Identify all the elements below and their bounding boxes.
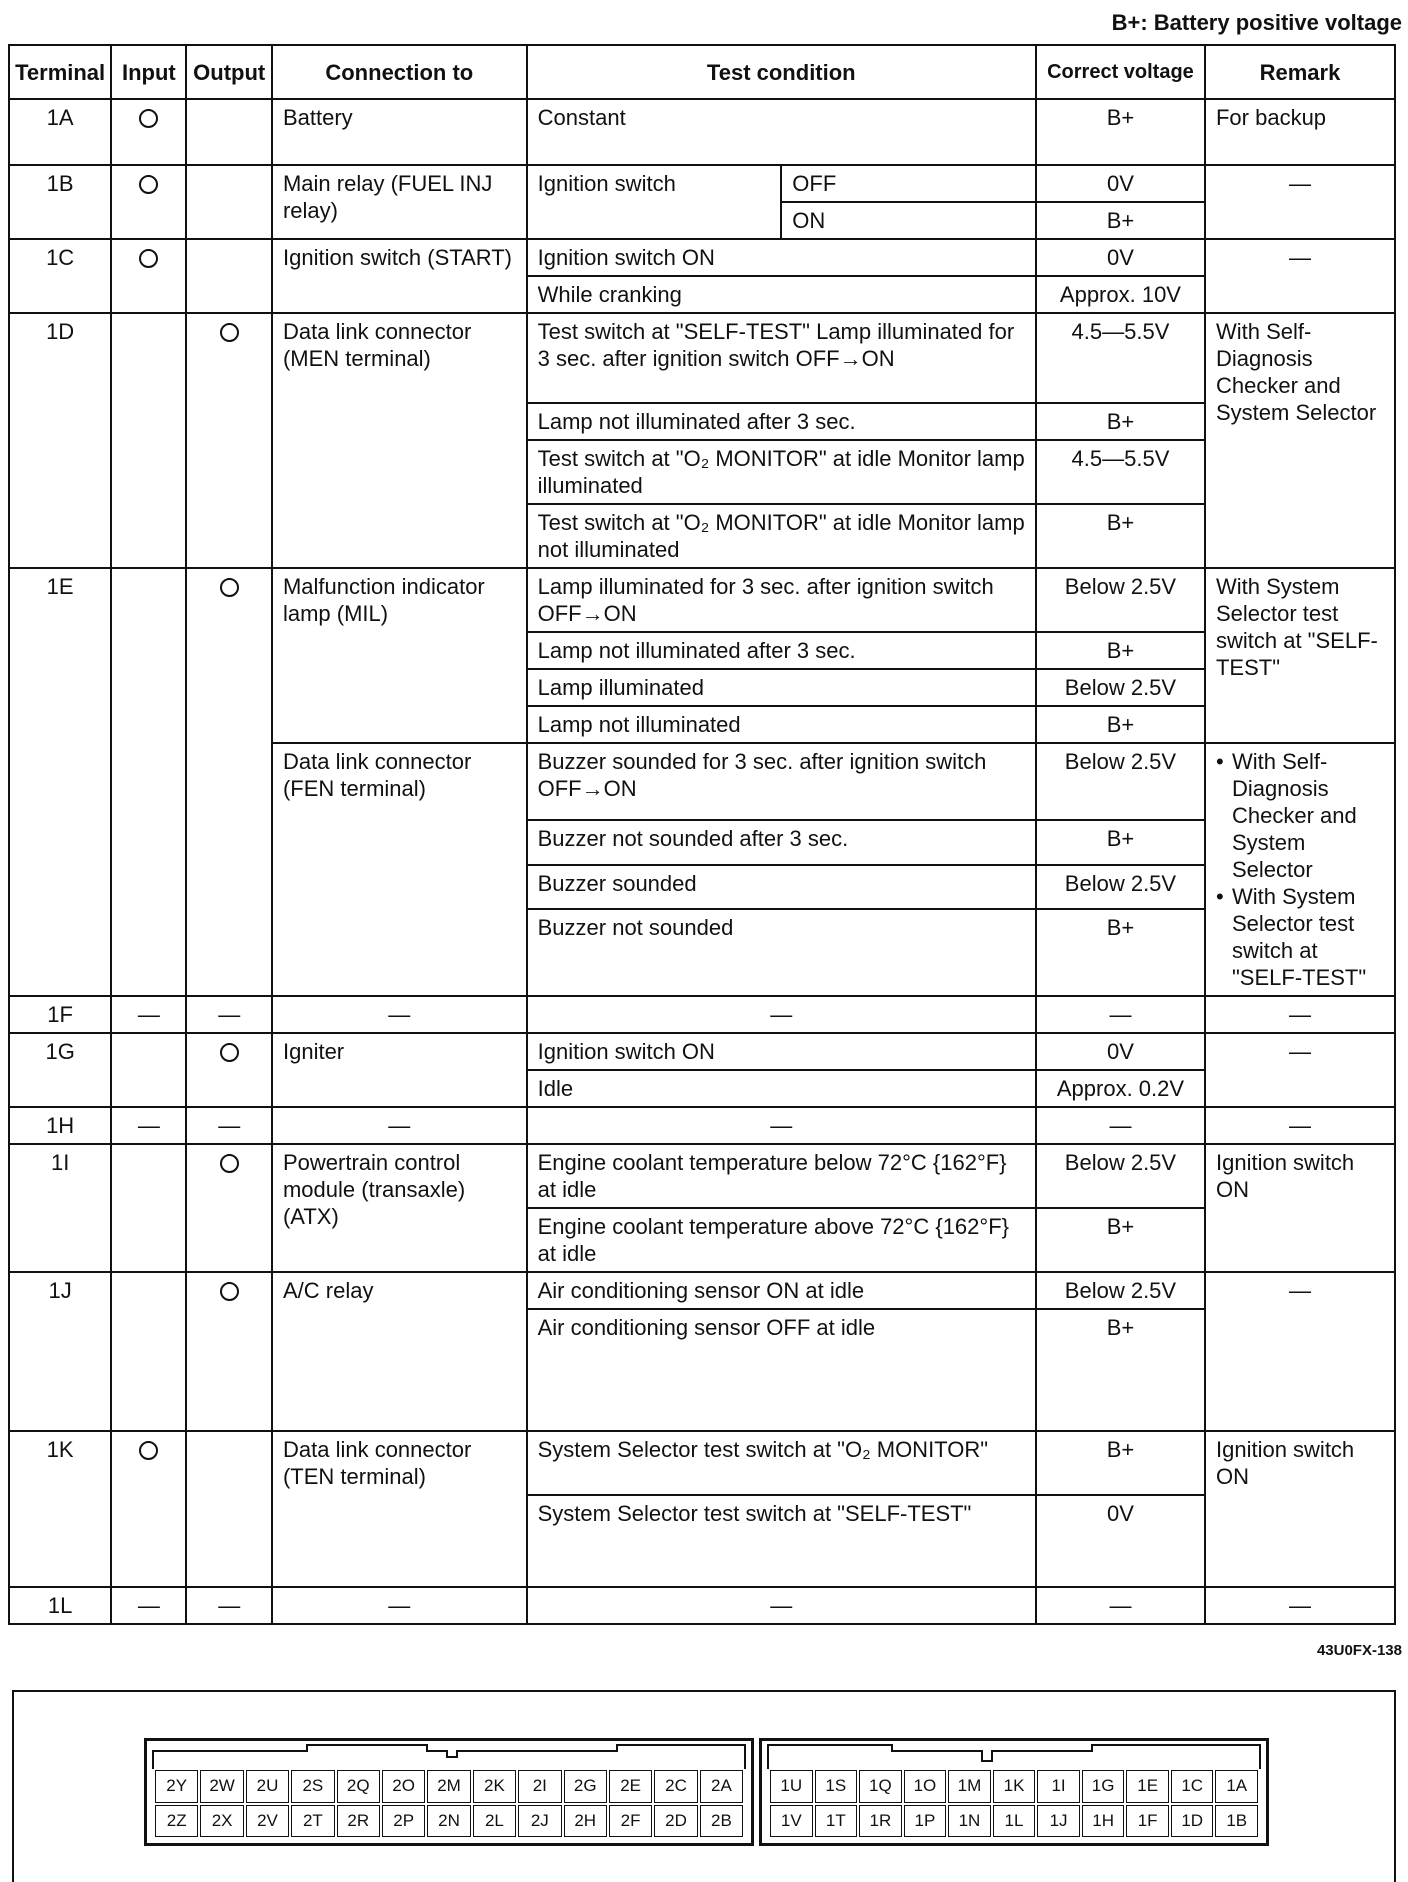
test-cell: Engine coolant temperature above 72°C {162°F} at idle	[527, 1208, 1036, 1272]
input-cell	[111, 1144, 186, 1272]
terminal-cell: 1C	[9, 239, 111, 313]
connector-pin: 2P	[382, 1805, 425, 1838]
input-cell: —	[111, 1587, 186, 1624]
voltage-cell: Below 2.5V	[1036, 865, 1205, 910]
header-connection: Connection to	[272, 45, 527, 99]
connector-pin: 1U	[770, 1770, 813, 1803]
terminal-cell: 1A	[9, 99, 111, 165]
input-cell	[111, 1033, 186, 1107]
connector-pin: 2K	[473, 1770, 516, 1803]
connector-pin: 2L	[473, 1805, 516, 1838]
terminal-cell: 1B	[9, 165, 111, 239]
output-cell: —	[186, 1107, 272, 1144]
connector-pin: 1P	[904, 1805, 947, 1838]
test-cell: Ignition switch ON	[527, 239, 1036, 276]
connector-pin: 1O	[904, 1770, 947, 1803]
test-cell: Engine coolant temperature below 72°C {162°F} at idle	[527, 1144, 1036, 1208]
connector-pin: 1F	[1126, 1805, 1169, 1838]
test-cell: Constant	[527, 99, 1036, 165]
figure-code: 43U0FX-138	[1316, 1642, 1402, 1659]
connection-cell: Powertrain control module (transaxle) (ATX)	[272, 1144, 527, 1272]
connection-cell: —	[272, 1107, 527, 1144]
connector-pin: 1M	[948, 1770, 991, 1803]
test-cell: —	[527, 1587, 1036, 1624]
input-mark-icon	[139, 109, 158, 128]
output-cell	[186, 313, 272, 568]
pin-row-top	[769, 1769, 1259, 1804]
output-cell	[186, 239, 272, 313]
voltage-cell: B+	[1036, 1431, 1205, 1495]
voltage-cell: B+	[1036, 1208, 1205, 1272]
connector-pin: 2V	[246, 1805, 289, 1838]
header-test: Test condition	[527, 45, 1036, 99]
remark-cell: —	[1205, 1272, 1395, 1431]
test-cell: Lamp not illuminated after 3 sec.	[527, 632, 1036, 669]
table-row	[9, 1587, 1395, 1624]
test-subcondition-cell: ON	[781, 202, 1036, 239]
connector-pin: 2T	[291, 1805, 334, 1838]
table-row	[9, 996, 1395, 1033]
output-cell	[186, 165, 272, 239]
connector-pin: 2B	[700, 1805, 743, 1838]
test-cell: Lamp illuminated for 3 sec. after ignition switch OFF→ON	[527, 568, 1036, 632]
output-mark-icon	[220, 1043, 239, 1062]
connection-cell: Main relay (FUEL INJ relay)	[272, 165, 527, 239]
table-row	[9, 1144, 1395, 1208]
test-cell: —	[527, 1107, 1036, 1144]
voltage-cell: —	[1036, 1587, 1205, 1624]
output-cell	[186, 1033, 272, 1107]
connector-pin: 1J	[1037, 1805, 1080, 1838]
header-voltage: Correct voltage	[1036, 45, 1205, 99]
voltage-cell: 0V	[1036, 1495, 1205, 1587]
connector-pin: 1Q	[859, 1770, 902, 1803]
remark-cell: —	[1205, 1033, 1395, 1107]
test-cell: Buzzer sounded	[527, 865, 1036, 910]
connector-pin: 1N	[948, 1805, 991, 1838]
voltage-cell: 0V	[1036, 239, 1205, 276]
voltage-cell: B+	[1036, 706, 1205, 743]
legend: B+: Battery positive voltage	[1111, 10, 1402, 35]
connector-pin: 2W	[200, 1770, 243, 1803]
connector-pin: 1C	[1171, 1770, 1214, 1803]
connector-pin: 1I	[1037, 1770, 1080, 1803]
test-cell: —	[527, 996, 1036, 1033]
connection-cell: A/C relay	[272, 1272, 527, 1431]
voltage-cell: Below 2.5V	[1036, 743, 1205, 820]
test-cell: Idle	[527, 1070, 1036, 1107]
test-cell: System Selector test switch at "SELF-TEST"	[527, 1495, 1036, 1587]
connection-cell: —	[272, 996, 527, 1033]
remark-cell: With Self-Diagnosis Checker and System Selector	[1205, 313, 1395, 568]
connector-pin: 1H	[1082, 1805, 1125, 1838]
connector-right-half	[759, 1738, 1269, 1846]
connection-cell: Ignition switch (START)	[272, 239, 527, 313]
input-mark-icon	[139, 1441, 158, 1460]
test-cell: Lamp illuminated	[527, 669, 1036, 706]
output-cell	[186, 99, 272, 165]
connector-pin: 1B	[1215, 1805, 1258, 1838]
connector-pin: 2J	[518, 1805, 561, 1838]
test-cell: Test switch at "SELF-TEST" Lamp illuminated for 3 sec. after ignition switch OFF→ON	[527, 313, 1036, 403]
pin-row-top	[154, 1769, 744, 1804]
input-cell	[111, 313, 186, 568]
table-row	[9, 99, 1395, 165]
voltage-cell: 0V	[1036, 1033, 1205, 1070]
voltage-cell: B+	[1036, 632, 1205, 669]
voltage-cell: B+	[1036, 909, 1205, 996]
voltage-cell: Approx. 10V	[1036, 276, 1205, 313]
connection-cell: Data link connector (FEN terminal)	[272, 743, 527, 996]
terminal-cell: 1L	[9, 1587, 111, 1624]
test-cell: Buzzer sounded for 3 sec. after ignition switch OFF→ON	[527, 743, 1036, 820]
input-cell	[111, 568, 186, 996]
connector-pin: 1T	[815, 1805, 858, 1838]
connector-pin: 1A	[1215, 1770, 1258, 1803]
table-row	[9, 239, 1395, 276]
connector-pin: 1R	[859, 1805, 902, 1838]
voltage-cell: B+	[1036, 504, 1205, 568]
connector-pin: 2S	[291, 1770, 334, 1803]
connector-pin: 2M	[427, 1770, 470, 1803]
connector-pin: 1G	[1082, 1770, 1125, 1803]
voltage-cell: B+	[1036, 99, 1205, 165]
remark-cell: —	[1205, 996, 1395, 1033]
output-cell	[186, 1272, 272, 1431]
pin-grid	[154, 1769, 744, 1838]
connector-left-half	[144, 1738, 754, 1846]
connector-pin: 1K	[993, 1770, 1036, 1803]
input-mark-icon	[139, 175, 158, 194]
output-mark-icon	[220, 578, 239, 597]
pin-grid	[769, 1769, 1259, 1838]
header-input: Input	[111, 45, 186, 99]
connector-pin: 2U	[246, 1770, 289, 1803]
header-remark: Remark	[1205, 45, 1395, 99]
table-row	[9, 568, 1395, 632]
terminal-cell: 1H	[9, 1107, 111, 1144]
connector-pin: 1E	[1126, 1770, 1169, 1803]
table-row	[9, 313, 1395, 403]
output-cell	[186, 1431, 272, 1587]
voltage-cell: 4.5—5.5V	[1036, 440, 1205, 504]
remark-cell: —	[1205, 165, 1395, 239]
voltage-cell: Below 2.5V	[1036, 669, 1205, 706]
connection-cell: Battery	[272, 99, 527, 165]
input-cell	[111, 239, 186, 313]
voltage-cell: B+	[1036, 1309, 1205, 1431]
connector-pin: 2Y	[155, 1770, 198, 1803]
voltage-cell: Below 2.5V	[1036, 1144, 1205, 1208]
table-row	[9, 1431, 1395, 1495]
connector-pin: 2H	[564, 1805, 607, 1838]
terminal-cell: 1E	[9, 568, 111, 996]
terminal-cell: 1K	[9, 1431, 111, 1587]
connector-pin: 2F	[609, 1805, 652, 1838]
voltage-cell: —	[1036, 1107, 1205, 1144]
connector-pin: 2O	[382, 1770, 425, 1803]
test-cell: Lamp not illuminated	[527, 706, 1036, 743]
connection-cell: Igniter	[272, 1033, 527, 1107]
terminal-cell: 1G	[9, 1033, 111, 1107]
connector-pin: 1L	[993, 1805, 1036, 1838]
connector-pin: 2C	[654, 1770, 697, 1803]
header-terminal: Terminal	[9, 45, 111, 99]
table-row	[9, 165, 1395, 202]
test-cell: While cranking	[527, 276, 1036, 313]
input-cell	[111, 1431, 186, 1587]
remark-cell: For backup	[1205, 99, 1395, 165]
terminal-voltage-table	[8, 44, 1396, 1625]
remark-cell: —	[1205, 239, 1395, 313]
connector-diagram	[12, 1690, 1396, 1882]
input-cell: —	[111, 996, 186, 1033]
output-mark-icon	[220, 1282, 239, 1301]
test-subcondition-cell: OFF	[781, 165, 1036, 202]
input-mark-icon	[139, 249, 158, 268]
voltage-cell: Below 2.5V	[1036, 1272, 1205, 1309]
voltage-cell: 0V	[1036, 165, 1205, 202]
connector-pin: 2E	[609, 1770, 652, 1803]
test-cell: Air conditioning sensor OFF at idle	[527, 1309, 1036, 1431]
voltage-cell: B+	[1036, 202, 1205, 239]
connector-pin: 2Q	[337, 1770, 380, 1803]
output-cell	[186, 1144, 272, 1272]
remark-cell: With System Selector test switch at "SELF-TEST"	[1205, 568, 1395, 743]
table-row	[9, 1272, 1395, 1309]
output-cell: —	[186, 1587, 272, 1624]
test-cell: Test switch at "O₂ MONITOR" at idle Monitor lamp not illuminated	[527, 504, 1036, 568]
output-cell	[186, 568, 272, 996]
input-cell	[111, 99, 186, 165]
remark-cell: —	[1205, 1587, 1395, 1624]
pin-row-bottom	[769, 1804, 1259, 1839]
terminal-cell: 1J	[9, 1272, 111, 1431]
voltage-cell: Approx. 0.2V	[1036, 1070, 1205, 1107]
connection-cell: Malfunction indicator lamp (MIL)	[272, 568, 527, 743]
pin-row-bottom	[154, 1804, 744, 1839]
remark-cell: Ignition switch ON	[1205, 1144, 1395, 1272]
connector-pin: 2D	[654, 1805, 697, 1838]
remark-cell: —	[1205, 1107, 1395, 1144]
connector-pin: 1D	[1171, 1805, 1214, 1838]
voltage-cell: —	[1036, 996, 1205, 1033]
test-cell: Ignition switch ON	[527, 1033, 1036, 1070]
terminal-cell: 1F	[9, 996, 111, 1033]
input-cell: —	[111, 1107, 186, 1144]
connection-cell: Data link connector (TEN terminal)	[272, 1431, 527, 1587]
remark-list	[1216, 748, 1384, 991]
terminal-cell: 1D	[9, 313, 111, 568]
connector-pin: 2G	[564, 1770, 607, 1803]
remark-cell: Ignition switch ON	[1205, 1431, 1395, 1587]
connector-key-outline	[147, 1741, 751, 1771]
output-mark-icon	[220, 1154, 239, 1173]
input-cell	[111, 1272, 186, 1431]
table-row	[9, 1033, 1395, 1070]
test-cell: Buzzer not sounded	[527, 909, 1036, 996]
connector-pin: 1V	[770, 1805, 813, 1838]
connector-pin: 2R	[337, 1805, 380, 1838]
table-row	[9, 1107, 1395, 1144]
header-output: Output	[186, 45, 272, 99]
remark-item: • With Self-Diagnosis Checker and System Selector	[1216, 748, 1384, 883]
terminal-cell: 1I	[9, 1144, 111, 1272]
voltage-cell: B+	[1036, 820, 1205, 865]
connector-pin: 1S	[815, 1770, 858, 1803]
test-cell: Test switch at "O₂ MONITOR" at idle Monitor lamp illuminated	[527, 440, 1036, 504]
header-row	[9, 45, 1395, 99]
connector-pin: 2N	[427, 1805, 470, 1838]
connector-pin: 2X	[200, 1805, 243, 1838]
remark-cell	[1205, 743, 1395, 996]
connection-cell: Data link connector (MEN terminal)	[272, 313, 527, 568]
connector-pin: 2A	[700, 1770, 743, 1803]
test-cell: Lamp not illuminated after 3 sec.	[527, 403, 1036, 440]
output-mark-icon	[220, 323, 239, 342]
voltage-cell: B+	[1036, 403, 1205, 440]
connector-pin: 2Z	[155, 1805, 198, 1838]
input-cell	[111, 165, 186, 239]
output-cell: —	[186, 996, 272, 1033]
connector-pin: 2I	[518, 1770, 561, 1803]
test-cell: System Selector test switch at "O₂ MONITOR"	[527, 1431, 1036, 1495]
remark-item: • With System Selector test switch at "SELF-TEST"	[1216, 883, 1384, 991]
test-cell: Ignition switch	[527, 165, 782, 239]
voltage-cell: 4.5—5.5V	[1036, 313, 1205, 403]
test-cell: Air conditioning sensor ON at idle	[527, 1272, 1036, 1309]
connection-cell: —	[272, 1587, 527, 1624]
voltage-cell: Below 2.5V	[1036, 568, 1205, 632]
connector-key-outline	[762, 1741, 1266, 1771]
test-cell: Buzzer not sounded after 3 sec.	[527, 820, 1036, 865]
